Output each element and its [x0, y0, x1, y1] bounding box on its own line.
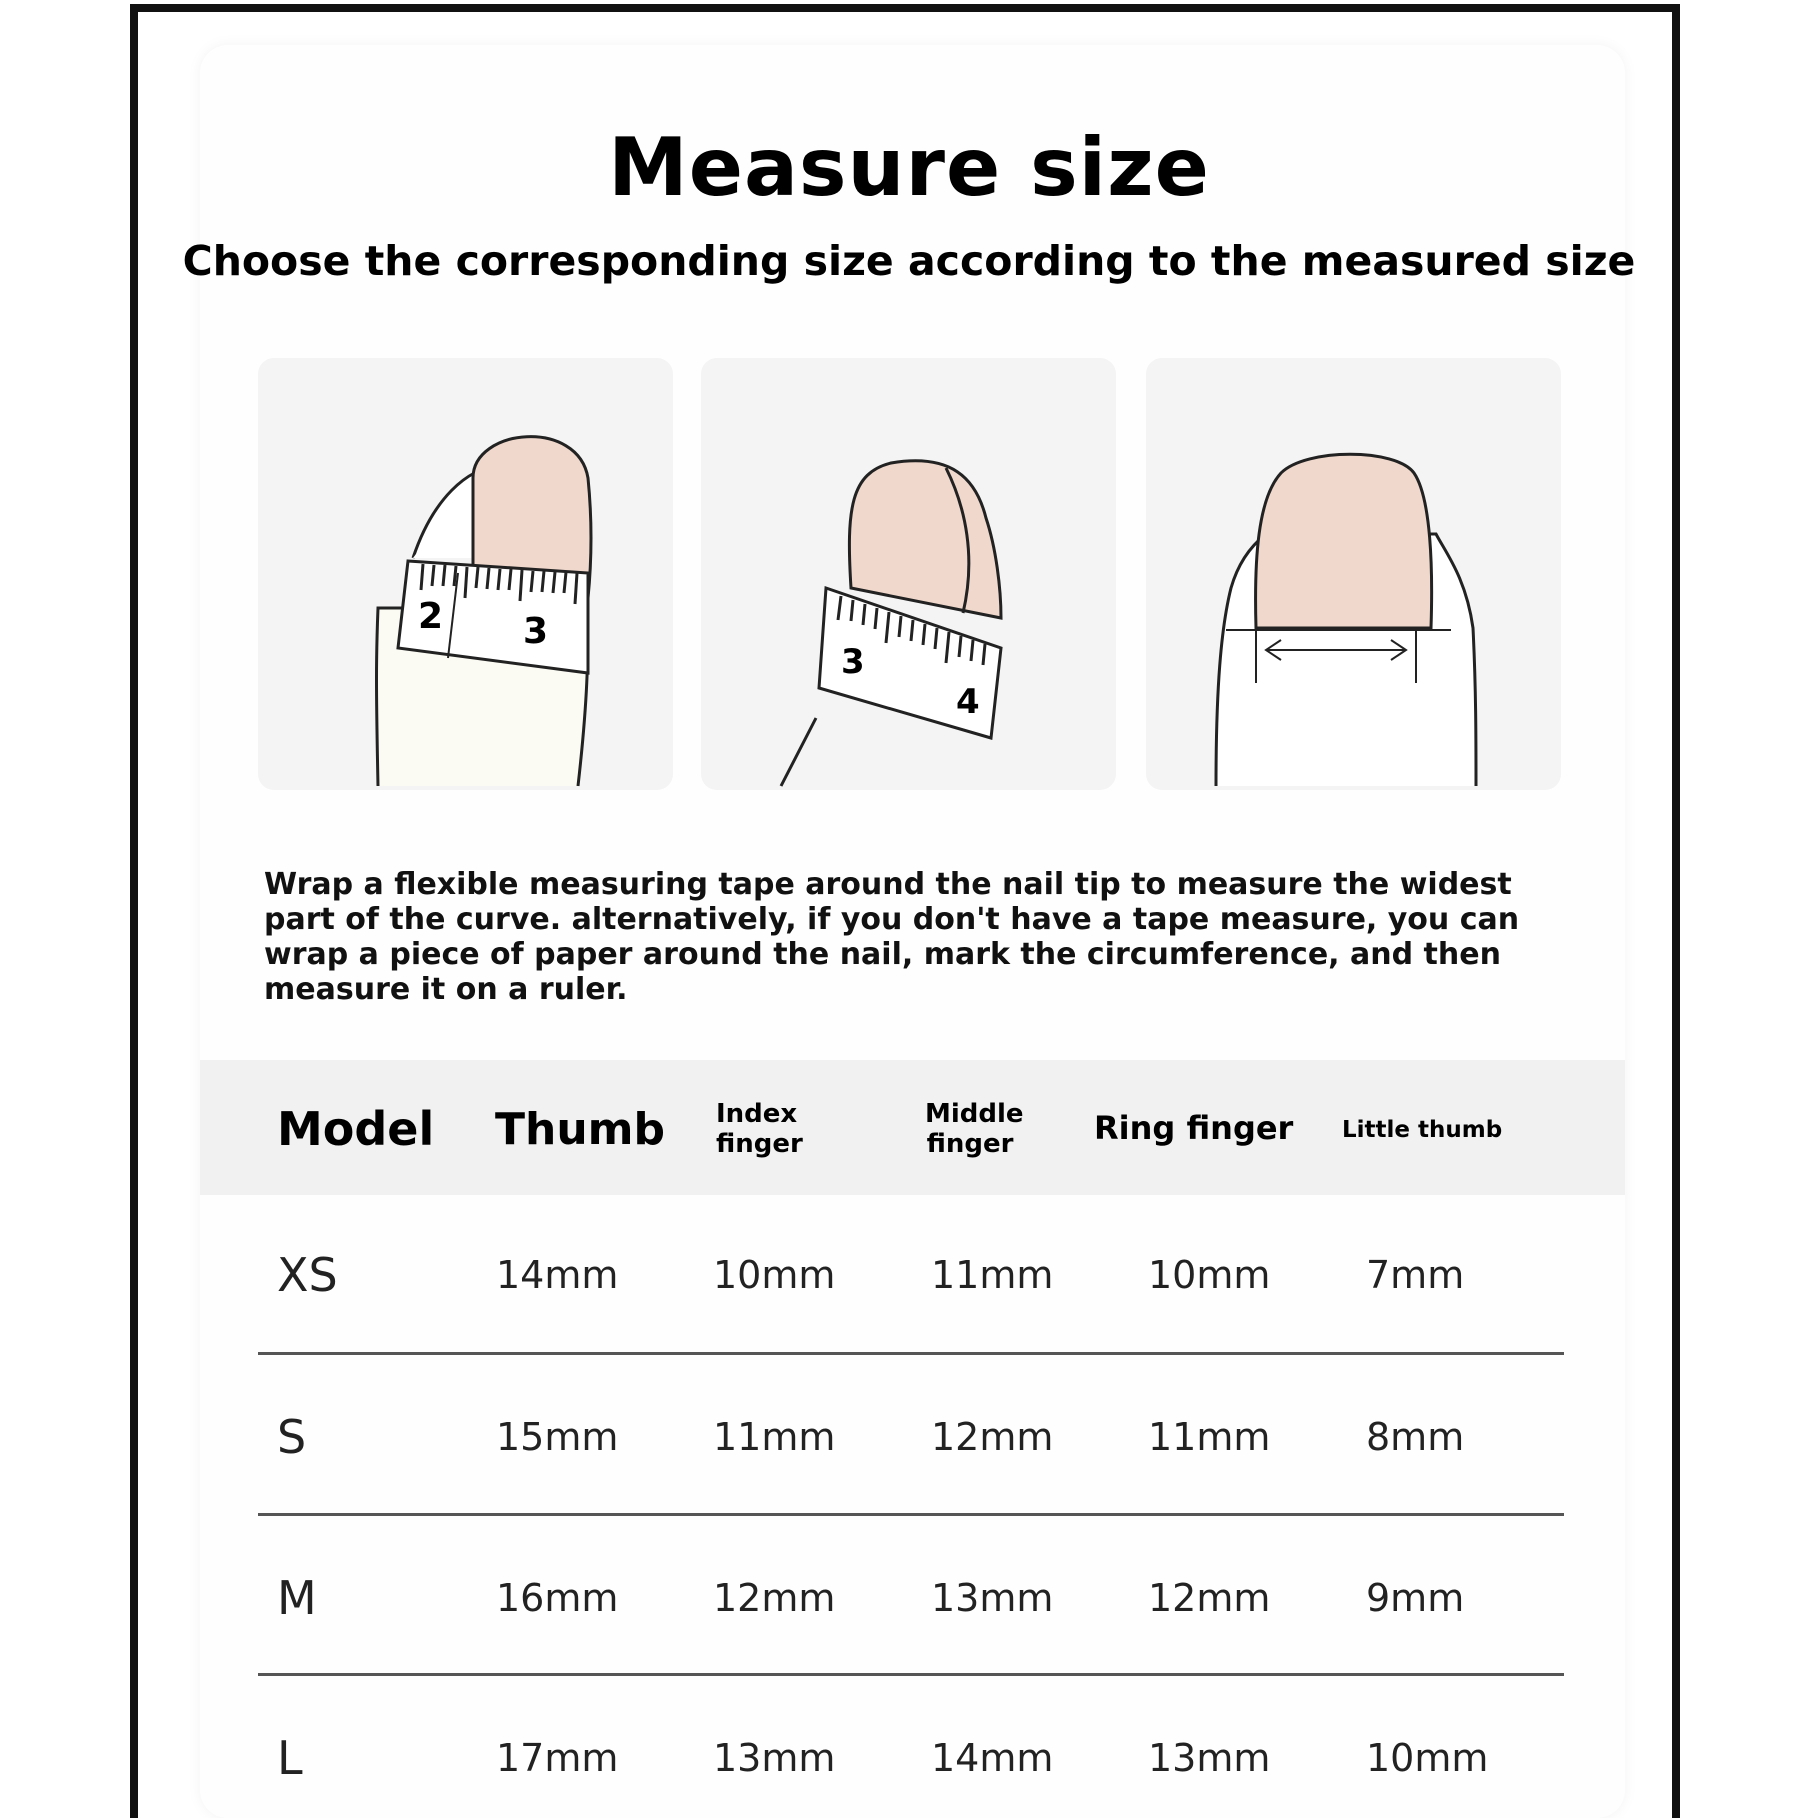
illustration-measure-side: [701, 358, 1116, 790]
row-index: 12mm: [713, 1576, 836, 1620]
row-index: 13mm: [713, 1736, 836, 1780]
instructions-text: Wrap a flexible measuring tape around the nail tip to measure the widest part of the curve. alternatively, if you don't have a tape measure, you can wrap a piece of paper around the nail, mark the circumference, and then measure it on a ruler.: [264, 867, 1520, 1007]
row-thumb: 14mm: [496, 1253, 619, 1297]
row-thumb: 16mm: [496, 1576, 619, 1620]
row-middle: 14mm: [931, 1736, 1054, 1780]
row-ring: 10mm: [1148, 1253, 1271, 1297]
row-model: XS: [277, 1248, 338, 1302]
row-middle: 12mm: [931, 1415, 1054, 1459]
row-ring: 13mm: [1148, 1736, 1271, 1780]
row-divider: [258, 1513, 1564, 1516]
table-row: [0, 1713, 1818, 1803]
table-row: [0, 1230, 1818, 1320]
header-thumb: Thumb: [495, 1104, 666, 1155]
page-subtitle: Choose the corresponding size according to the measured size: [182, 237, 1636, 285]
illustration-measure-width: [1146, 358, 1561, 790]
row-index: 10mm: [713, 1253, 836, 1297]
row-little: 8mm: [1366, 1415, 1465, 1459]
table-row: [0, 1553, 1818, 1643]
row-middle: 11mm: [931, 1253, 1054, 1297]
row-ring: 11mm: [1148, 1415, 1271, 1459]
row-little: 9mm: [1366, 1576, 1465, 1620]
table-row: [0, 1392, 1818, 1482]
row-divider: [258, 1352, 1564, 1355]
illustration-measure-tip: [258, 358, 673, 790]
header-model: Model: [277, 1102, 435, 1156]
row-ring: 12mm: [1148, 1576, 1271, 1620]
tape-label-4: 4: [956, 682, 980, 722]
row-model: M: [277, 1571, 317, 1625]
row-model: S: [277, 1410, 307, 1464]
row-middle: 13mm: [931, 1576, 1054, 1620]
tape-label-3b: 3: [841, 642, 865, 682]
page-title: Measure size: [608, 121, 1210, 214]
row-thumb: 15mm: [496, 1415, 619, 1459]
row-little: 7mm: [1366, 1253, 1465, 1297]
row-model: L: [277, 1731, 303, 1785]
header-middle-finger: Middle finger: [925, 1099, 1024, 1159]
tape-label-2: 2: [418, 596, 444, 637]
tape-label-3: 3: [523, 611, 549, 652]
row-index: 11mm: [713, 1415, 836, 1459]
row-little: 10mm: [1366, 1736, 1489, 1780]
header-index-finger: Index finger: [716, 1099, 803, 1159]
row-divider: [258, 1673, 1564, 1676]
header-ring-finger: Ring finger: [1094, 1109, 1294, 1147]
header-little-thumb: Little thumb: [1342, 1117, 1503, 1143]
row-thumb: 17mm: [496, 1736, 619, 1780]
